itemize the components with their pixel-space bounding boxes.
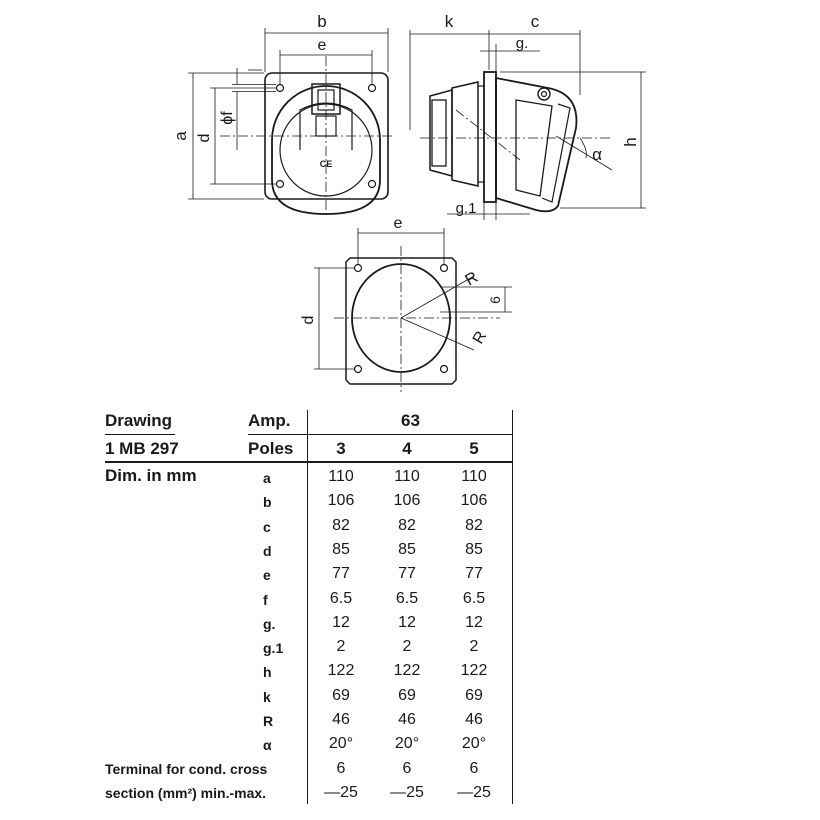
cutout-hole (441, 366, 448, 373)
dimension-value: 46 (332, 711, 350, 728)
dim-label-b: b (317, 12, 327, 31)
mounting-hole (369, 181, 376, 188)
dimension-key: g. (263, 615, 276, 632)
vertical-rule (307, 410, 308, 804)
dimension-key: h (263, 664, 272, 681)
dimension-key: b (263, 494, 272, 511)
dim-label-c: c (530, 12, 540, 31)
ce-mark: CE (319, 159, 333, 169)
dimension-value: 106 (393, 492, 421, 510)
angled-housing (496, 78, 576, 211)
rule (248, 434, 513, 435)
amp-label: Amp. (248, 411, 291, 430)
dimension-value: 20° (328, 735, 354, 753)
dimension-value: 6.5 (462, 589, 486, 607)
dim-label-f: ϕf (219, 111, 236, 125)
dim-label-r1: R (462, 268, 482, 290)
dim-label-r2: R (469, 328, 491, 348)
dimension-value: 110 (328, 468, 354, 485)
dim-label-d: d (196, 133, 213, 143)
terminal-label-line2: section (mm²) min.-max. (105, 785, 267, 801)
dimension-key: c (263, 518, 271, 535)
dim-label-e2: e (393, 215, 403, 232)
terminal-label-line1: Terminal for cond. cross (105, 761, 268, 777)
cutout-hole (441, 265, 448, 272)
dimension-value: 12 (332, 613, 350, 631)
dim-label-alpha: α (592, 145, 602, 164)
dimension-key: g.1 (263, 640, 284, 657)
terminal-max-5: —25 (457, 784, 491, 801)
dimension-value: 46 (465, 711, 483, 728)
dimension-value: 82 (332, 516, 350, 534)
dimension-key: α (263, 737, 272, 754)
dimension-table (0, 400, 820, 820)
terminal-min-4: 6 (402, 760, 412, 777)
poles-4: 4 (402, 439, 412, 458)
dim-label-h: h (621, 137, 640, 147)
dimension-value: 106 (327, 492, 355, 510)
dimension-value: 69 (398, 686, 416, 704)
dimension-key: k (263, 688, 271, 705)
dimension-key: e (263, 567, 271, 584)
side-view (410, 12, 646, 220)
cutout-hole (355, 265, 362, 272)
dimension-value: 6.5 (329, 589, 353, 607)
dimension-value: 122 (460, 662, 488, 680)
cutout-hole (355, 366, 362, 373)
dimension-value: 85 (332, 540, 350, 558)
terminal-min-3: 6 (336, 760, 346, 777)
dimension-value: 2 (402, 638, 412, 656)
dimension-value: 12 (398, 613, 416, 631)
drawing-number: 1 MB 297 (105, 439, 179, 458)
front-view (171, 12, 395, 218)
body-shoulder (452, 82, 478, 186)
dimension-key: R (263, 713, 274, 729)
dimension-value: 6.5 (395, 589, 419, 607)
dimension-value: 85 (465, 540, 483, 558)
mounting-hole (277, 85, 284, 92)
dim-label-d2: d (300, 315, 317, 325)
dimension-value: 69 (465, 686, 483, 704)
dimension-key: a (263, 470, 271, 486)
dimension-value: 20° (394, 735, 420, 753)
rear-body (430, 90, 452, 176)
dim-label-6: 6 (487, 296, 503, 304)
dimension-value: 46 (398, 711, 416, 728)
dimension-value: 82 (465, 516, 483, 534)
rule (105, 434, 175, 435)
dimension-value: 85 (398, 540, 416, 558)
lid-hinge (538, 88, 550, 100)
dim-label-a: a (171, 131, 190, 141)
dimension-value: 2 (336, 638, 346, 656)
mounting-hole (277, 181, 284, 188)
vertical-rule (512, 410, 513, 804)
terminal-min-5: 6 (469, 760, 479, 777)
poles-5: 5 (469, 439, 479, 458)
dim-label-k: k (444, 12, 454, 31)
dimension-value: 77 (465, 565, 483, 583)
rule (105, 461, 513, 463)
technical-drawing (0, 0, 820, 400)
dimension-value: 122 (393, 662, 421, 680)
lid-hinge-pin (542, 92, 547, 97)
amp-value: 63 (401, 411, 420, 430)
dimension-value: 110 (394, 468, 420, 485)
poles-3: 3 (336, 439, 346, 458)
dim-label-g1: g.1 (455, 200, 477, 217)
dim-label-g: g. (515, 35, 529, 52)
dimension-key: f (263, 591, 268, 608)
dimension-value: 77 (398, 565, 416, 583)
dimension-value: 122 (327, 662, 355, 680)
dimension-value: 69 (332, 686, 350, 704)
dimension-value: 106 (460, 492, 488, 510)
dimension-value: 12 (465, 613, 483, 631)
cutout-view (300, 215, 512, 392)
poles-label: Poles (248, 439, 294, 458)
dim-label-e: e (317, 37, 327, 54)
dimension-value: 20° (461, 735, 487, 753)
dimension-key: d (263, 542, 272, 559)
housing-face (516, 100, 552, 196)
dimension-value: 77 (332, 565, 350, 583)
dimension-value: 110 (461, 468, 487, 485)
mounting-hole (369, 85, 376, 92)
dim-in-mm-label: Dim. in mm (105, 466, 197, 485)
drawing-label: Drawing (105, 411, 173, 430)
terminal-max-3: —25 (324, 784, 358, 801)
terminal-max-4: —25 (390, 784, 424, 801)
rear-body-inner (432, 100, 446, 166)
dimension-value: 2 (469, 638, 479, 656)
dimension-value: 82 (398, 516, 416, 534)
